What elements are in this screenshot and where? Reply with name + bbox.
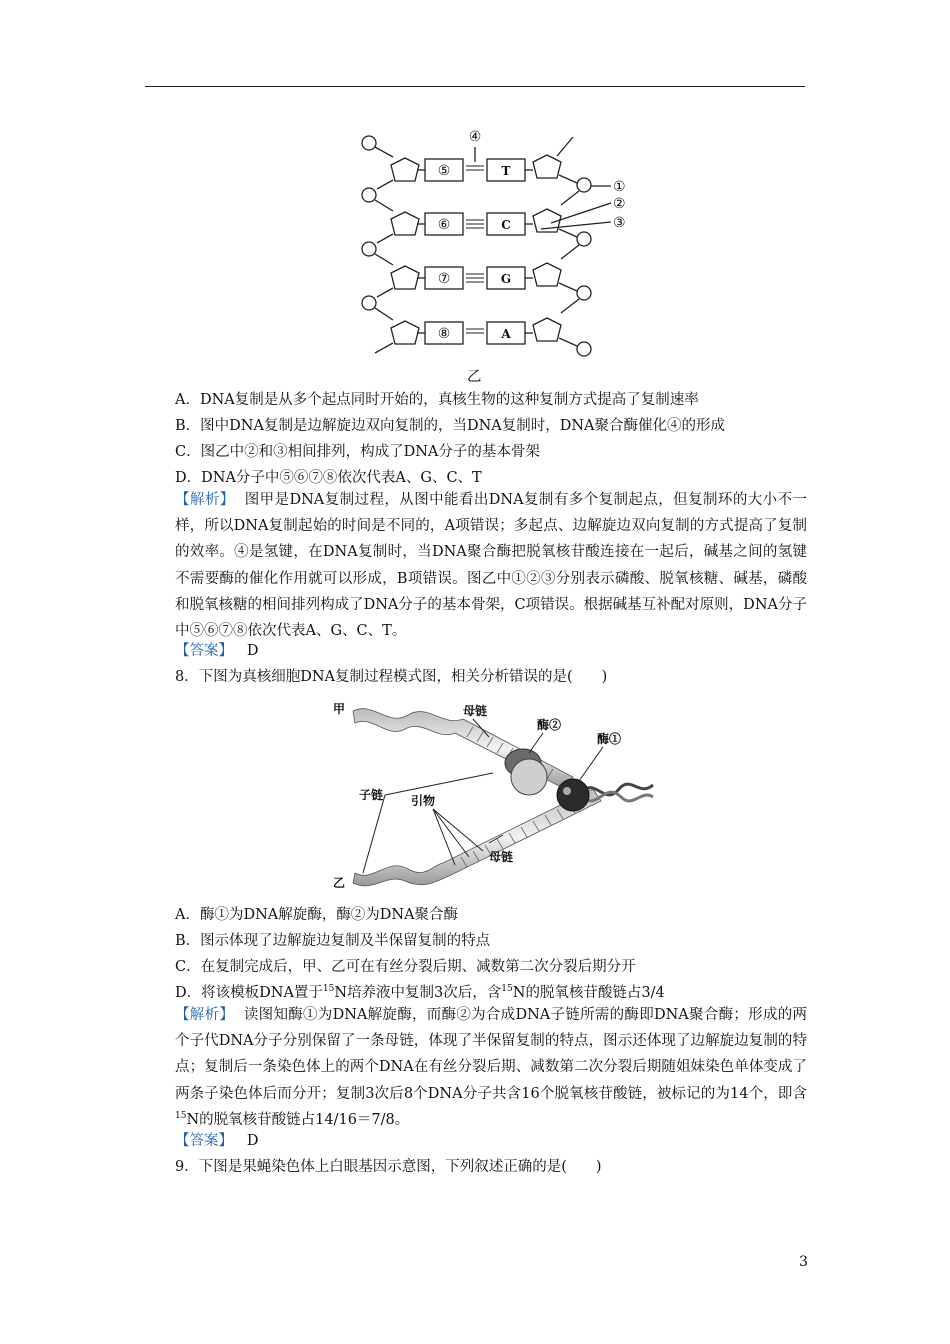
answer-tag: 【答案】 — [175, 1133, 233, 1149]
q7-answer — [175, 641, 258, 661]
header-rule — [145, 86, 805, 87]
dna-replication-figure — [333, 697, 655, 893]
left-box-label: ⑧ — [437, 326, 451, 342]
q7-option-a: A．DNA复制是从多个起点同时开始的，真核生物的这种复制方式提高了复制速率 — [175, 392, 699, 408]
analysis-tag: 【解析】 — [175, 492, 235, 508]
label-jia: 甲 — [333, 702, 346, 716]
q8-answer — [175, 1131, 258, 1151]
base-label: C — [501, 218, 511, 232]
label-yi: 乙 — [333, 876, 346, 890]
q8-stem: 8．下图为真核细胞DNA复制过程模式图，相关分析错误的是( ) — [175, 669, 608, 685]
q8-option-b: B．图示体现了边解旋边复制及半保留复制的特点 — [175, 933, 491, 949]
q8-option-d: D．将该模板DNA置于$^{15}$N培养液中复制3次后，含$^{15}$N的脱氧核苷酸链占3/4 — [175, 984, 665, 1001]
label-primer: 引物 — [411, 794, 436, 808]
label-enzyme-1: 酶① — [597, 732, 622, 746]
label-mother-strand-top: 母链 — [463, 704, 488, 718]
analysis-tag: 【解析】 — [175, 1007, 235, 1023]
base-label-3: ③ — [613, 215, 626, 231]
label-mother-strand-bottom: 母链 — [489, 850, 514, 864]
analysis-text: 图甲是DNA复制过程，从图中能看出DNA复制有多个复制起点，但复制环的大小不一样，所以DNA复制起始的时间是不同的，A项错误；多起点、边解旋边双向复制的方式提高了复制的效率。④是氢键，在DNA复制时，当DNA聚合酶把脱氧核苷酸连接在一起后，碱基之间的氢键不需要酶的催化作用就可以形成，B项错误。图乙中①②③分别表示磷酸、脱氧核糖、碱基，磷酸和脱氧核糖的相间排列构成了DNA分子的基本骨架，C项错误。根据碱基互补配对原则，DNA分子中⑤⑥⑦⑧依次代表A、G、C、T。 — [175, 492, 807, 640]
answer-tag: 【答案】 — [175, 643, 233, 659]
answer-value: D — [246, 1133, 259, 1149]
page-number: 3 — [799, 1254, 808, 1270]
q8-analysis: 【解析】 读图知酶①为DNA解旋酶，而酶②为合成DNA子链所需的酶即DNA聚合酶；形成的两个子代DNA分子分别保留了一条母链，体现了半保留复制的特点，图示还体现了边解旋边复制的特点；复制后一条染色体上的两个DNA在有丝分裂后期、减数第二次分裂后期随姐妹染色单体变成了两条子染色体后而分开；复制3次后8个DNA分子共含16个脱氧核苷酸链，被标记的为14个，即含$^{15}$N的脱氧核苷酸链占14/16＝7/8。 — [175, 1007, 807, 1128]
q9-stem: 9．下图是果蝇染色体上白眼基因示意图，下列叙述正确的是( ) — [175, 1159, 602, 1175]
left-box-label: ⑤ — [437, 163, 451, 179]
q7-option-b: B．图中DNA复制是边解旋边双向复制的，当DNA复制时，DNA聚合酶催化④的形成 — [175, 418, 726, 434]
q7-option-d: D．DNA分子中⑤⑥⑦⑧依次代表A、G、C、T — [175, 470, 482, 486]
q7-analysis — [175, 487, 807, 644]
base-label: G — [500, 272, 512, 286]
hydrogen-bond-label: ④ — [468, 129, 482, 145]
base-label: T — [501, 164, 511, 178]
q8-option-a: A．酶①为DNA解旋酶，酶②为DNA聚合酶 — [175, 907, 459, 923]
dna-structure-figure — [355, 125, 645, 365]
answer-value: D — [246, 643, 259, 659]
label-enzyme-2: 酶② — [537, 718, 562, 732]
q7-option-c: C．图乙中②和③相间排列，构成了DNA分子的基本骨架 — [175, 444, 540, 460]
left-box-label: ⑥ — [437, 217, 451, 233]
label-daughter-strand: 子链 — [359, 788, 384, 802]
sugar-label: ② — [613, 196, 626, 212]
base-label: A — [501, 327, 511, 341]
figure-caption-yi: 乙 — [467, 369, 482, 385]
sugar-pentagon — [391, 158, 419, 181]
phosphate-circle — [362, 136, 376, 150]
q8-option-c: C．在复制完成后，甲、乙可在有丝分裂后期、减数第二次分裂后期分开 — [175, 959, 636, 975]
phosphate-label: ① — [613, 179, 626, 195]
left-box-label: ⑦ — [437, 271, 451, 287]
